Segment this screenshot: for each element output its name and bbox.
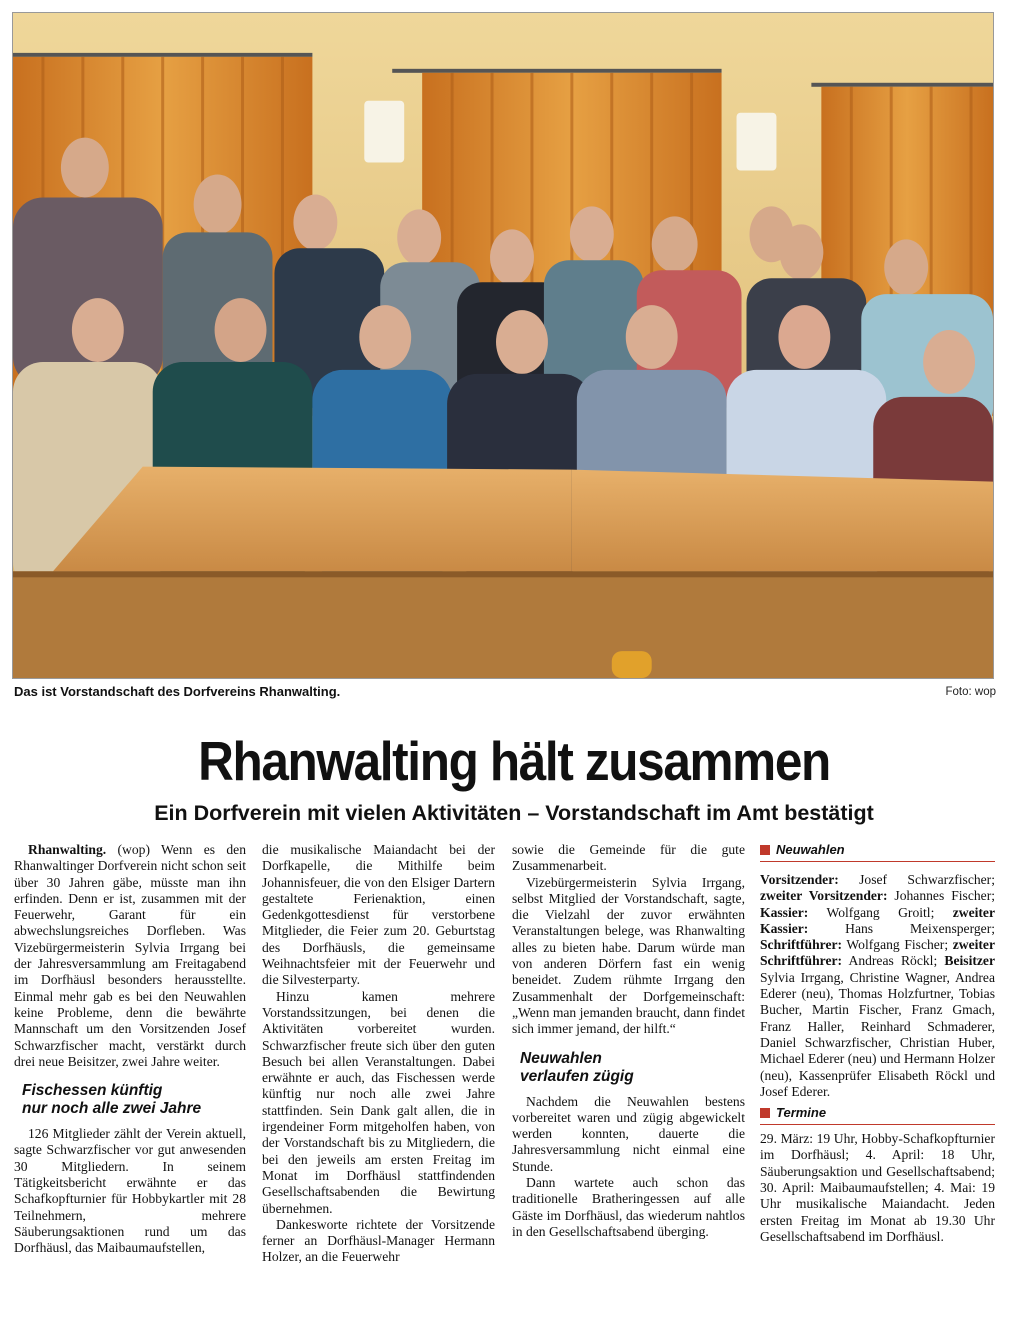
- role-label: Kassier:: [760, 904, 809, 920]
- article-column-1: [14, 842, 246, 1257]
- article-column-2: [262, 842, 495, 1266]
- dateline: Rhanwalting.: [28, 842, 107, 857]
- article-column-3: [512, 842, 745, 1240]
- info-box-header-termine: [760, 1105, 995, 1125]
- event-dates: 29. März: 19 Uhr, Hobby-Schafkopfturnier im Dorfhäusl; 4. April: 18 Uhr, Säuberungsaktion und Gesellschaftsabend; 30. April: Maibaumaufstellen; 4. Mai: 19 Uhr musikalische Maiandacht. Jeden ersten Freitag im Monat ab 19.30 Uhr Gesellschaftsabend im Dorfhäusl.: [760, 1131, 995, 1244]
- section-subhead-fischessen: [22, 1082, 246, 1118]
- photo-caption: Das ist Vorstandschaft des Dorfvereins Rhanwalting.: [14, 684, 341, 699]
- paragraph: Hinzu kamen mehrere Vorstandssitzungen, bei denen die Aktivitäten vorbereitet wurden. Schwarzfischer freute sich über den guten Besuch bei allen Veranstaltungen. Dabei erwähnte er auch, das Fischessen werde künftig nur noch alle zwei Jahre stattfinden. Sein Dank galt allen, die in irgendeiner Form mitgeholfen haben, von der Vorstandschaft bis zu Mitgliedern, die bei den jeweils am ersten Freitag im Monat im Dorfhäusl stattfindenden Gesellschaftsabenden die Bewirtung übernehmen.: [262, 988, 495, 1216]
- paragraph-text: (wop) Wenn es den Rhanwaltinger Dorfverein nicht schon seit über 30 Jahren gäbe, müsste man ihn erfinden. Denn er ist, zusammen mit der Feuerwehr, Garant für ein abwechslungsreiches Dorfleben. Was Vizebürgermeisterin Sylvia Irrgang bei der Jahresversammlung am Freitagabend im Dorfhäusl besonders herausstellte. Einmal mehr gab es bei den Neuwahlen keine Probleme, denn die bewährte Mannschaft um den Vorsitzenden Josef Schwarzfischer macht, verstärkt durch drei neue Beisitzer, zwei Jahre weiter.: [14, 842, 246, 1069]
- role-value: Sylvia Irrgang, Christine Wagner, Andrea Ederer (neu), Thomas Holzfurtner, Tobias Bucher, Martin Fischer, Franz Gmach, Franz Haller, Reinhard Schmaderer, Daniel Schwarzfischer, Christian Huber, Michael Ederer (neu) und Hermann Holzer (neu), Kassenprüfer Elisabeth Röckl und Josef Ederer.: [760, 969, 995, 1099]
- red-square-icon: [760, 1108, 770, 1118]
- info-box-title: Neuwahlen: [776, 842, 845, 857]
- paragraph: die musikalische Maiandacht bei der Dorfkapelle, die Mithilfe beim Johannisfeuer, die von den Elsiger Dartern gestaltete Ferienaktion, einen Gedenkgottesdienst für verstorbene Mitglieder, die Feier zum 20. Geburtstag des Dorfhäusls, die gemeinsame Weihnachtsfeier mit der Feuerwehr und die Silvesterparty.: [262, 842, 495, 988]
- paragraph: Dann wartete auch schon das traditionelle Bratheringessen auf alle Gäste im Dorfhäusl, das wiederum nahtlos in den Gesellschaftsabend überging.: [512, 1175, 745, 1239]
- role-value: Hans Meixensperger;: [808, 920, 995, 936]
- role-label: Schriftführer:: [760, 937, 843, 953]
- group-photo-illustration: [13, 13, 993, 678]
- election-results: [760, 872, 995, 1100]
- paragraph: 126 Mitglieder zählt der Verein aktuell, sagte Schwarzfischer vor gut anwesenden 30 Mitgliedern. In seinem Tätigkeitsbericht erwähnte er das Schafkopfturnier für Hobbykartler mit 28 Teilnehmern, mehrere Säuberungsaktionen rund um das Dorfhäusl, das Maibaumaufstellen,: [14, 1126, 246, 1256]
- red-square-icon: [760, 845, 770, 855]
- role-value: Josef Schwarzfischer;: [838, 872, 995, 887]
- paragraph: Nachdem die Neuwahlen bestens vorbereitet waren und zügig abgewickelt werden konnten, dauerte die Jahresversammlung nicht einmal eine Stunde.: [512, 1093, 745, 1174]
- article-headline: Rhanwalting hält zusammen: [198, 730, 830, 792]
- role-label: Vorsitzender:: [760, 872, 839, 887]
- role-value: Wolfgang Groitl;: [808, 904, 953, 920]
- paragraph: sowie die Gemeinde für die gute Zusammenarbeit.: [512, 842, 745, 874]
- info-box-title: Termine: [776, 1105, 827, 1121]
- role-label: zweiter Vorsitzender:: [760, 888, 888, 904]
- photo-credit: Foto: wop: [945, 686, 996, 698]
- article-subheadline: Ein Dorfverein mit vielen Aktivitäten – Vorstandschaft im Amt bestätigt: [154, 801, 874, 825]
- role-value: Wolfgang Fischer;: [842, 937, 953, 953]
- info-box-column: [760, 842, 995, 1245]
- subhead-line: Fischessen künftig: [22, 1082, 163, 1100]
- role-label: zweiter Schriftführer:: [760, 937, 995, 969]
- role-label: Beisitzer: [944, 953, 995, 969]
- subhead-line: nur noch alle zwei Jahre: [22, 1100, 202, 1118]
- paragraph: Dankesworte richtete der Vorsitzende ferner an Dorfhäusl-Manager Hermann Holzer, an die Feuerwehr: [262, 1216, 495, 1265]
- paragraph: [14, 842, 246, 1070]
- role-value: Johannes Fischer;: [887, 888, 995, 904]
- subhead-line: Neuwahlen: [520, 1049, 602, 1067]
- group-photo: [12, 12, 994, 679]
- section-subhead-neuwahlen: [520, 1050, 745, 1086]
- info-box-header-neuwahlen: [760, 842, 995, 862]
- subhead-line: verlaufen zügig: [520, 1067, 634, 1085]
- role-value: Andreas Röckl;: [842, 953, 945, 969]
- paragraph: Vizebürgermeisterin Sylvia Irrgang, selbst Mitglied der Vorstandschaft, sagte, die Vielzahl der zuvor erwähnten Veranstaltungen belege, was Rhanwalting alles zu bieten habe. Darum würde man von anderen Dörfern fast ein wenig beneidet. Zudem rühmte Irrgang den Zusammenhalt der Dorfgemeinschaft: „Wenn man jemanden braucht, dann findet sich immer jemand, der hilft.“: [512, 874, 745, 1037]
- role-label: zweiter Kassier:: [760, 904, 995, 936]
